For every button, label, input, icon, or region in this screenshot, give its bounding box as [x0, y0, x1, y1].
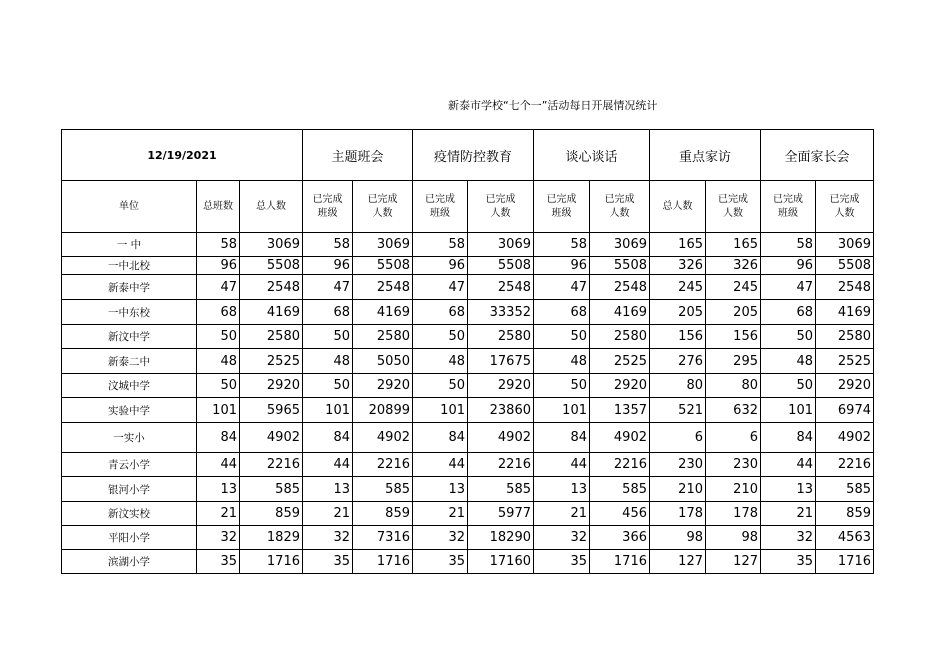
group-header-parent-meeting: 全面家长会: [761, 130, 874, 181]
value-cell: 2920: [240, 374, 303, 398]
value-cell: 245: [706, 275, 761, 300]
value-cell: 456: [590, 502, 650, 526]
value-cell: 68: [413, 300, 468, 325]
report-date: 12/19/2021: [62, 130, 303, 181]
school-name-cell: 银河小学: [62, 477, 197, 502]
value-cell: 84: [303, 423, 353, 453]
value-cell: 44: [413, 453, 468, 477]
value-cell: 18290: [468, 526, 534, 550]
value-cell: 84: [534, 423, 590, 453]
col-header-done-classes: 已完成 班级: [761, 181, 816, 233]
school-name-cell: 实验中学: [62, 398, 197, 423]
value-cell: 4169: [590, 300, 650, 325]
value-cell: 2580: [590, 325, 650, 349]
value-cell: 35: [413, 550, 468, 574]
value-cell: 101: [534, 398, 590, 423]
value-cell: 50: [413, 325, 468, 349]
value-cell: 585: [468, 477, 534, 502]
value-cell: 84: [761, 423, 816, 453]
school-name-cell: 一中北校: [62, 257, 197, 275]
value-cell: 50: [197, 374, 240, 398]
value-cell: 127: [706, 550, 761, 574]
value-cell: 210: [650, 477, 706, 502]
value-cell: 48: [413, 349, 468, 374]
value-cell: 68: [197, 300, 240, 325]
value-cell: 48: [303, 349, 353, 374]
value-cell: 4902: [240, 423, 303, 453]
value-cell: 101: [413, 398, 468, 423]
school-name-cell: 滨湖小学: [62, 550, 197, 574]
value-cell: 156: [706, 325, 761, 349]
sheet-title: 新泰市学校“七个一”活动每日开展情况统计: [448, 99, 658, 112]
value-cell: 35: [534, 550, 590, 574]
value-cell: 98: [650, 526, 706, 550]
value-cell: 13: [197, 477, 240, 502]
value-cell: 2548: [353, 275, 413, 300]
value-cell: 21: [761, 502, 816, 526]
value-cell: 23860: [468, 398, 534, 423]
school-name-cell: 一实小: [62, 423, 197, 453]
group-header-heart-talk: 谈心谈话: [534, 130, 650, 181]
col-header-done-people: 已完成 人数: [816, 181, 874, 233]
value-cell: 276: [650, 349, 706, 374]
value-cell: 4902: [590, 423, 650, 453]
value-cell: 58: [303, 233, 353, 257]
table-row: [62, 526, 874, 550]
value-cell: 2920: [816, 374, 874, 398]
value-cell: 4563: [816, 526, 874, 550]
school-name-cell: 青云小学: [62, 453, 197, 477]
value-cell: 3069: [240, 233, 303, 257]
statistics-table: [61, 129, 874, 574]
value-cell: 2216: [353, 453, 413, 477]
value-cell: 1829: [240, 526, 303, 550]
table-row: [62, 257, 874, 275]
value-cell: 84: [197, 423, 240, 453]
value-cell: 47: [413, 275, 468, 300]
value-cell: 4169: [240, 300, 303, 325]
value-cell: 2580: [353, 325, 413, 349]
value-cell: 32: [303, 526, 353, 550]
value-cell: 98: [706, 526, 761, 550]
value-cell: 585: [353, 477, 413, 502]
value-cell: 2920: [590, 374, 650, 398]
school-name-cell: 新汶中学: [62, 325, 197, 349]
value-cell: 521: [650, 398, 706, 423]
value-cell: 50: [303, 325, 353, 349]
value-cell: 6: [650, 423, 706, 453]
value-cell: 5965: [240, 398, 303, 423]
value-cell: 3069: [468, 233, 534, 257]
value-cell: 32: [761, 526, 816, 550]
table-row: [62, 398, 874, 423]
col-header-done-people: 已完成 人数: [353, 181, 413, 233]
col-header-done-people: 已完成 人数: [706, 181, 761, 233]
table-row: [62, 233, 874, 257]
value-cell: 32: [413, 526, 468, 550]
value-cell: 4902: [353, 423, 413, 453]
value-cell: 35: [303, 550, 353, 574]
value-cell: 1716: [240, 550, 303, 574]
value-cell: 5508: [468, 257, 534, 275]
value-cell: 632: [706, 398, 761, 423]
value-cell: 21: [413, 502, 468, 526]
value-cell: 13: [303, 477, 353, 502]
value-cell: 58: [534, 233, 590, 257]
value-cell: 50: [413, 374, 468, 398]
value-cell: 17160: [468, 550, 534, 574]
value-cell: 585: [816, 477, 874, 502]
value-cell: 859: [240, 502, 303, 526]
value-cell: 32: [534, 526, 590, 550]
value-cell: 6974: [816, 398, 874, 423]
group-header-epidemic-education: 疫情防控教育: [413, 130, 534, 181]
value-cell: 7316: [353, 526, 413, 550]
value-cell: 245: [650, 275, 706, 300]
value-cell: 96: [303, 257, 353, 275]
value-cell: 205: [706, 300, 761, 325]
group-header-class-meeting: 主题班会: [303, 130, 413, 181]
value-cell: 165: [650, 233, 706, 257]
value-cell: 2580: [816, 325, 874, 349]
value-cell: 2580: [240, 325, 303, 349]
value-cell: 50: [303, 374, 353, 398]
value-cell: 585: [590, 477, 650, 502]
value-cell: 2525: [240, 349, 303, 374]
col-header-done-classes: 已完成 班级: [413, 181, 468, 233]
value-cell: 6: [706, 423, 761, 453]
value-cell: 3069: [590, 233, 650, 257]
col-header-unit: 单位: [62, 181, 197, 233]
value-cell: 101: [303, 398, 353, 423]
value-cell: 2548: [240, 275, 303, 300]
table-row: [62, 477, 874, 502]
value-cell: 68: [303, 300, 353, 325]
table-row: [62, 502, 874, 526]
value-cell: 21: [534, 502, 590, 526]
value-cell: 1716: [353, 550, 413, 574]
value-cell: 13: [534, 477, 590, 502]
value-cell: 58: [197, 233, 240, 257]
value-cell: 2216: [468, 453, 534, 477]
value-cell: 50: [197, 325, 240, 349]
value-cell: 127: [650, 550, 706, 574]
value-cell: 44: [761, 453, 816, 477]
value-cell: 50: [534, 325, 590, 349]
col-header-done-classes: 已完成 班级: [303, 181, 353, 233]
value-cell: 1716: [590, 550, 650, 574]
sub-header-row: [62, 181, 874, 233]
value-cell: 585: [240, 477, 303, 502]
school-name-cell: 新泰中学: [62, 275, 197, 300]
col-header-total-classes: 总班数: [197, 181, 240, 233]
value-cell: 80: [706, 374, 761, 398]
school-name-cell: 平阳小学: [62, 526, 197, 550]
value-cell: 68: [534, 300, 590, 325]
value-cell: 84: [413, 423, 468, 453]
value-cell: 2548: [816, 275, 874, 300]
value-cell: 156: [650, 325, 706, 349]
value-cell: 366: [590, 526, 650, 550]
group-header-row: [62, 130, 874, 181]
value-cell: 295: [706, 349, 761, 374]
value-cell: 4902: [816, 423, 874, 453]
value-cell: 50: [761, 374, 816, 398]
school-name-cell: 一 中: [62, 233, 197, 257]
value-cell: 32: [197, 526, 240, 550]
value-cell: 2580: [468, 325, 534, 349]
value-cell: 859: [816, 502, 874, 526]
value-cell: 178: [650, 502, 706, 526]
value-cell: 21: [197, 502, 240, 526]
value-cell: 2216: [590, 453, 650, 477]
table-row: [62, 550, 874, 574]
value-cell: 101: [761, 398, 816, 423]
value-cell: 96: [534, 257, 590, 275]
value-cell: 326: [650, 257, 706, 275]
value-cell: 5508: [353, 257, 413, 275]
table-row: [62, 349, 874, 374]
value-cell: 47: [761, 275, 816, 300]
value-cell: 21: [303, 502, 353, 526]
value-cell: 96: [761, 257, 816, 275]
value-cell: 5977: [468, 502, 534, 526]
value-cell: 2216: [816, 453, 874, 477]
value-cell: 230: [706, 453, 761, 477]
value-cell: 80: [650, 374, 706, 398]
value-cell: 3069: [353, 233, 413, 257]
value-cell: 20899: [353, 398, 413, 423]
value-cell: 13: [413, 477, 468, 502]
table-row: [62, 453, 874, 477]
value-cell: 96: [413, 257, 468, 275]
school-name-cell: 新泰二中: [62, 349, 197, 374]
value-cell: 101: [197, 398, 240, 423]
value-cell: 48: [534, 349, 590, 374]
value-cell: 96: [197, 257, 240, 275]
value-cell: 5508: [240, 257, 303, 275]
value-cell: 35: [197, 550, 240, 574]
value-cell: 2920: [468, 374, 534, 398]
value-cell: 2920: [353, 374, 413, 398]
value-cell: 1357: [590, 398, 650, 423]
value-cell: 47: [197, 275, 240, 300]
value-cell: 13: [761, 477, 816, 502]
value-cell: 178: [706, 502, 761, 526]
value-cell: 44: [534, 453, 590, 477]
value-cell: 326: [706, 257, 761, 275]
table-row: [62, 275, 874, 300]
value-cell: 48: [761, 349, 816, 374]
value-cell: 17675: [468, 349, 534, 374]
value-cell: 230: [650, 453, 706, 477]
col-header-visit-total-people: 总人数: [650, 181, 706, 233]
value-cell: 5508: [816, 257, 874, 275]
value-cell: 205: [650, 300, 706, 325]
value-cell: 58: [413, 233, 468, 257]
col-header-total-people: 总人数: [240, 181, 303, 233]
col-header-done-people: 已完成 人数: [590, 181, 650, 233]
table-row: [62, 325, 874, 349]
value-cell: 165: [706, 233, 761, 257]
value-cell: 4169: [816, 300, 874, 325]
value-cell: 47: [534, 275, 590, 300]
value-cell: 35: [761, 550, 816, 574]
school-name-cell: 一中东校: [62, 300, 197, 325]
value-cell: 33352: [468, 300, 534, 325]
value-cell: 4169: [353, 300, 413, 325]
value-cell: 47: [303, 275, 353, 300]
school-name-cell: 汶城中学: [62, 374, 197, 398]
value-cell: 2525: [816, 349, 874, 374]
table-row: [62, 300, 874, 325]
value-cell: 5508: [590, 257, 650, 275]
value-cell: 5050: [353, 349, 413, 374]
value-cell: 3069: [816, 233, 874, 257]
value-cell: 2548: [468, 275, 534, 300]
value-cell: 859: [353, 502, 413, 526]
value-cell: 4902: [468, 423, 534, 453]
value-cell: 2525: [590, 349, 650, 374]
value-cell: 58: [761, 233, 816, 257]
value-cell: 2548: [590, 275, 650, 300]
value-cell: 44: [303, 453, 353, 477]
group-header-home-visit: 重点家访: [650, 130, 761, 181]
col-header-done-people: 已完成 人数: [468, 181, 534, 233]
value-cell: 50: [761, 325, 816, 349]
value-cell: 48: [197, 349, 240, 374]
value-cell: 44: [197, 453, 240, 477]
value-cell: 210: [706, 477, 761, 502]
table-row: [62, 423, 874, 453]
table-row: [62, 374, 874, 398]
value-cell: 68: [761, 300, 816, 325]
school-name-cell: 新汶实校: [62, 502, 197, 526]
value-cell: 50: [534, 374, 590, 398]
value-cell: 1716: [816, 550, 874, 574]
value-cell: 2216: [240, 453, 303, 477]
col-header-done-classes: 已完成 班级: [534, 181, 590, 233]
